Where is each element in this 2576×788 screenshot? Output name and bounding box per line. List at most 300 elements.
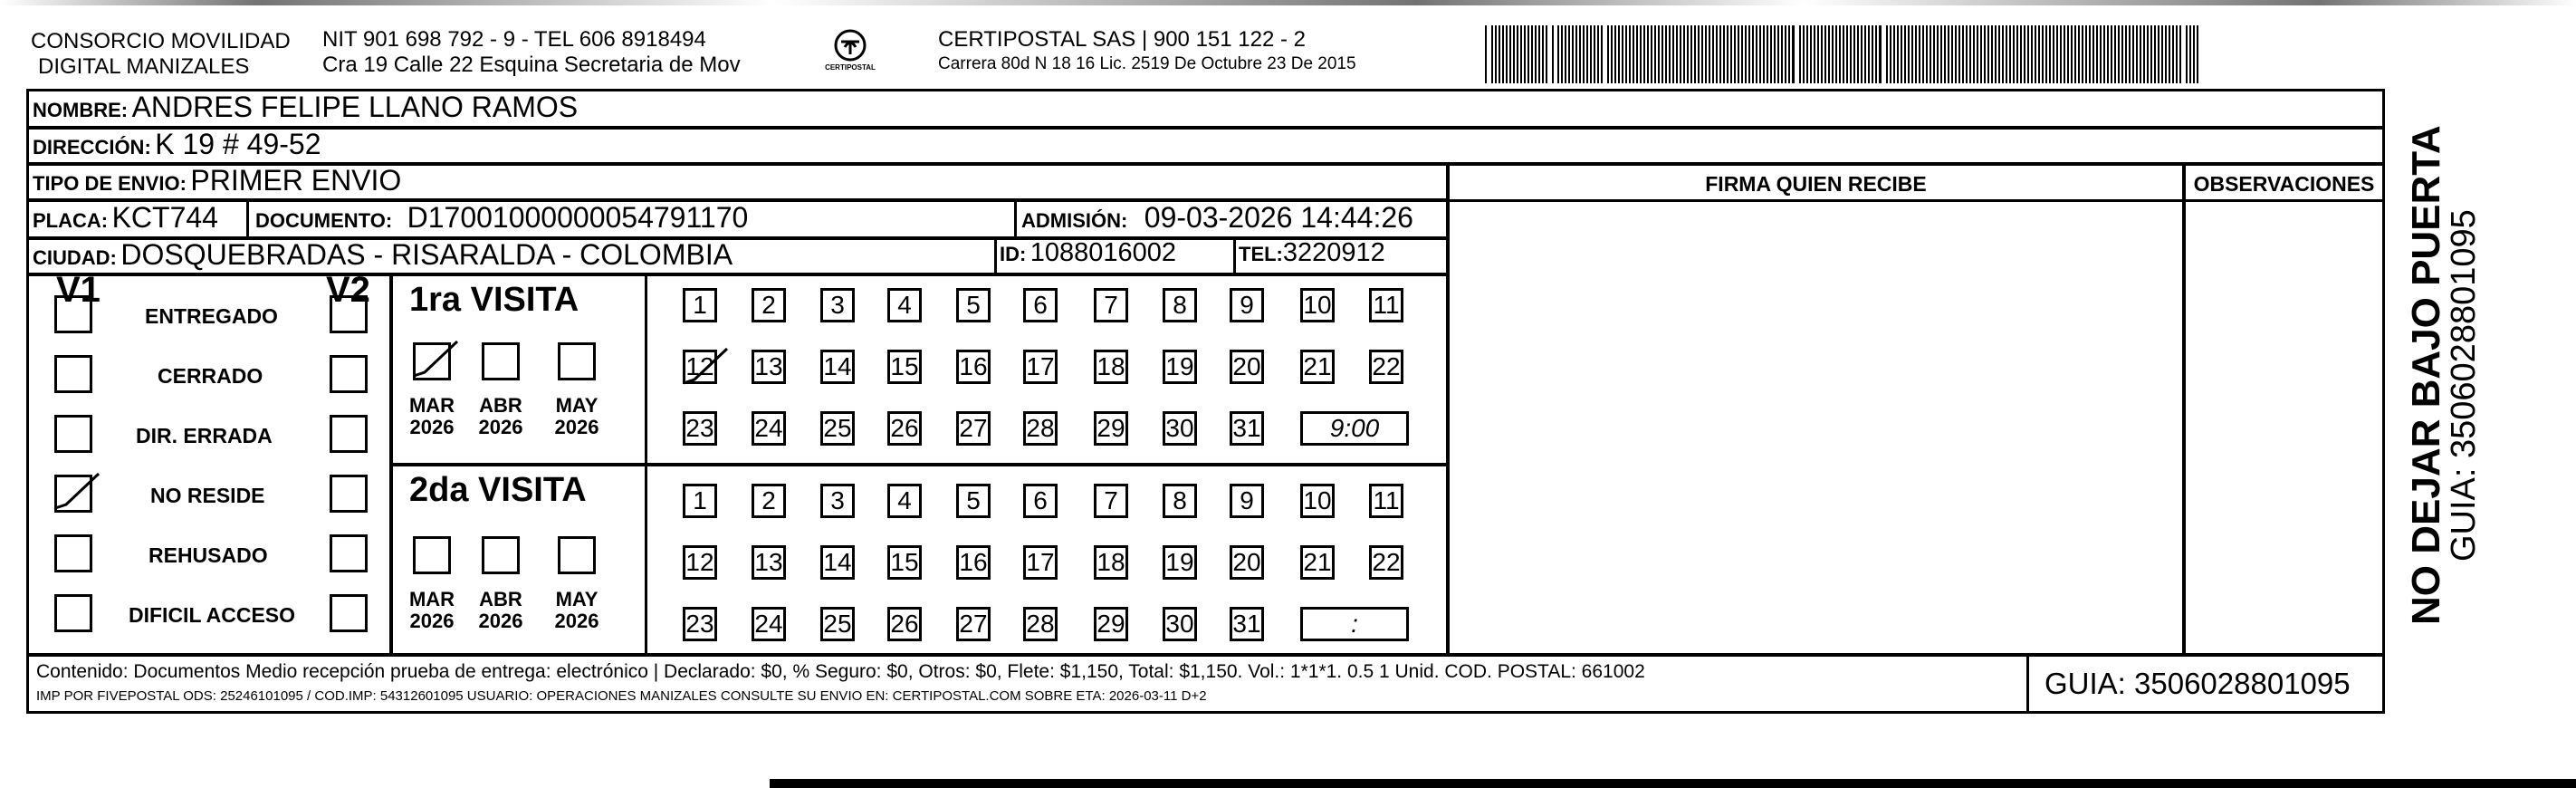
barcode-bar <box>1810 25 1812 83</box>
barcode-bar <box>1531 25 1533 83</box>
barcode-bar <box>1546 25 1547 83</box>
visit1-month-label-may <box>545 395 608 438</box>
barcode-bar <box>1785 25 1786 83</box>
barcode-bar <box>1491 25 1493 83</box>
admission-divider <box>1014 199 1017 239</box>
barcode-bar <box>1806 25 1808 83</box>
barcode-bar <box>2136 25 2138 83</box>
visit1-day-10[interactable]: 10 <box>1300 288 1335 322</box>
barcode-bar <box>1502 25 1504 83</box>
barcode-bar <box>1694 25 1696 83</box>
barcode-bar <box>1618 25 1620 83</box>
barcode-bar <box>2189 25 2191 83</box>
barcode-bar <box>1661 25 1663 83</box>
visit1-day-21[interactable]: 21 <box>1300 350 1335 384</box>
visit2-day-15[interactable]: 15 <box>887 545 922 580</box>
id-divider <box>994 237 997 275</box>
barcode-bar <box>1908 25 1910 83</box>
barcode-bar <box>1803 25 1805 83</box>
visit2-day-30[interactable]: 30 <box>1163 607 1197 641</box>
status-v1-checkbox-entregado[interactable] <box>54 295 92 333</box>
visit1-day-5[interactable]: 5 <box>956 288 991 322</box>
status-v1-checkbox-dir-errada[interactable] <box>54 415 92 453</box>
observations-column <box>2183 163 2385 656</box>
barcode-bar <box>1915 25 1917 83</box>
company-name-line2: DIGITAL MANIZALES <box>38 54 250 79</box>
barcode-bar <box>1590 25 1592 83</box>
barcode-bar <box>1745 25 1747 83</box>
barcode-bar <box>2193 25 2195 83</box>
barcode-bar <box>2064 25 2065 83</box>
barcode-bar <box>1594 25 1595 83</box>
barcode-bar <box>1940 25 1942 83</box>
barcode-bar <box>2125 25 2127 83</box>
visit2-day-12[interactable]: 12 <box>683 545 717 580</box>
status-label-no-reside: NO RESIDE <box>150 484 265 507</box>
status-v1-checkbox-rehusado[interactable] <box>54 534 92 572</box>
visit2-month-label-may <box>545 589 608 632</box>
barcode-bar <box>1984 25 1986 83</box>
barcode-bar <box>1861 25 1863 83</box>
shipment-field <box>33 164 401 197</box>
barcode-bar <box>1824 25 1826 83</box>
barcode-bar <box>2042 25 2044 83</box>
barcode-bar <box>2169 25 2170 83</box>
address-value: K 19 # 49-52 <box>155 128 321 160</box>
barcode-bar <box>1966 25 1968 83</box>
barcode-bar <box>1821 25 1823 83</box>
barcode-bar <box>1509 25 1511 83</box>
barcode-bar <box>2197 25 2198 83</box>
barcode-bar <box>1846 25 1848 83</box>
barcode-bar <box>2031 25 2033 83</box>
visit2-month-checkbox-mar[interactable] <box>413 536 451 574</box>
barcode-bar <box>1712 25 1714 83</box>
visit2-day-29[interactable]: 29 <box>1094 607 1128 641</box>
barcode-bar <box>1774 25 1776 83</box>
visit1-day-19[interactable]: 19 <box>1163 350 1197 384</box>
barcode-bar <box>1995 25 1997 83</box>
barcode-bar <box>1557 25 1559 83</box>
barcode-bar <box>2096 25 2098 83</box>
barcode-bar <box>2121 25 2123 83</box>
barcode-bar <box>1701 25 1703 83</box>
barcode-bar <box>1705 25 1707 83</box>
visit2-day-9[interactable]: 9 <box>1230 484 1264 518</box>
barcode-bar <box>2078 25 2080 83</box>
visit1-title: 1ra VISITA <box>409 281 579 319</box>
visit2-day-24[interactable]: 24 <box>752 607 786 641</box>
barcode-bar <box>1538 25 1540 83</box>
barcode-bar <box>1857 25 1859 83</box>
carrier-line1: CERTIPOSTAL SAS | 900 151 122 - 2 <box>938 27 1306 52</box>
visit2-time-box[interactable]: : <box>1300 607 1409 641</box>
document-label: DOCUMENTO: <box>255 209 393 232</box>
footer-content-line: Contenido: Documentos Medio recepción prueba de entrega: electrónico | Declarado: $0, % Seguro: $0, Otros: $0, Flete: $1,150, Total: $1,150. Vol.: 1*1*1. 0.5 1 Unid. COD. POSTAL: 661002 <box>36 661 1645 682</box>
visit2-day-6[interactable]: 6 <box>1023 484 1058 518</box>
barcode-bar <box>1853 25 1855 83</box>
visit1-day-7[interactable]: 7 <box>1094 288 1128 322</box>
status-v2-checkbox-dir-errada[interactable] <box>330 415 368 453</box>
visit1-day-9[interactable]: 9 <box>1230 288 1264 322</box>
signature-column <box>1447 163 2185 656</box>
document-value: D17001000000054791170 <box>407 201 749 234</box>
visit2-day-10[interactable]: 10 <box>1300 484 1335 518</box>
barcode-bar <box>1962 25 1964 83</box>
company-name <box>31 29 291 80</box>
visit1-day-18[interactable]: 18 <box>1094 350 1128 384</box>
barcode <box>1485 25 2209 83</box>
barcode-bar <box>1542 25 1544 83</box>
visit1-day-3[interactable]: 3 <box>820 288 855 322</box>
barcode-bar <box>1759 25 1761 83</box>
visit2-month-label-abr <box>469 589 532 632</box>
barcode-bar <box>1658 25 1660 83</box>
visit1-day-6[interactable]: 6 <box>1023 288 1058 322</box>
visit1-month-year: 2026 <box>478 416 523 438</box>
barcode-bar <box>1901 25 1902 83</box>
barcode-bar <box>2172 25 2174 83</box>
barcode-bar <box>1955 25 1957 83</box>
barcode-bar <box>1622 25 1623 83</box>
barcode-bar <box>1919 25 1920 83</box>
barcode-bar <box>2053 25 2054 83</box>
visit2-day-19[interactable]: 19 <box>1163 545 1197 580</box>
visit2-day-31[interactable]: 31 <box>1230 607 1264 641</box>
barcode-bar <box>2067 25 2069 83</box>
barcode-bar <box>1930 25 1931 83</box>
plate-divider <box>246 199 249 239</box>
barcode-bar <box>1890 25 1891 83</box>
plate-field <box>33 201 218 235</box>
nit-line: NIT 901 698 792 - 9 - TEL 606 8918494 <box>322 27 706 52</box>
visit1-day-26[interactable]: 26 <box>887 411 922 446</box>
status-v2-checkbox-cerrado[interactable] <box>330 355 368 393</box>
visit2-day-20[interactable]: 20 <box>1230 545 1264 580</box>
barcode-bar <box>1933 25 1935 83</box>
address-label: DIRECCIÓN: <box>33 136 151 159</box>
barcode-bar <box>2092 25 2094 83</box>
check-mark-icon <box>53 468 104 519</box>
visit2-month-year: 2026 <box>409 610 455 632</box>
tel-label: TEL: <box>1239 243 1283 265</box>
barcode-bar <box>1575 25 1577 83</box>
barcode-bar <box>1879 25 1882 83</box>
visit1-day-30[interactable]: 30 <box>1163 411 1197 446</box>
barcode-bar <box>2158 25 2159 83</box>
visit1-month-label-abr <box>469 395 532 438</box>
barcode-bar <box>1561 25 1563 83</box>
barcode-bar <box>2027 25 2029 83</box>
barcode-bar <box>1647 25 1649 83</box>
visit2-day-14[interactable]: 14 <box>820 545 855 580</box>
visit1-day-22[interactable]: 22 <box>1369 350 1403 384</box>
visit1-day-24[interactable]: 24 <box>752 411 786 446</box>
side-guia: GUIA: 3506028801095 <box>2445 209 2483 562</box>
company-contact <box>322 27 741 78</box>
barcode-bar <box>2085 25 2087 83</box>
city-field <box>33 238 733 272</box>
barcode-bar <box>1987 25 1989 83</box>
barcode-bar <box>1792 25 1795 83</box>
barcode-bar <box>1485 25 1487 83</box>
name-value: ANDRES FELIPE LLANO RAMOS <box>131 91 579 123</box>
barcode-bar <box>1886 25 1888 83</box>
address-row <box>26 127 2385 165</box>
barcode-bar <box>1868 25 1870 83</box>
barcode-bar <box>1633 25 1634 83</box>
barcode-bar <box>1734 25 1736 83</box>
visit1-time-box[interactable]: 9:00 <box>1300 411 1409 446</box>
visit1-day-31[interactable]: 31 <box>1230 411 1264 446</box>
visit2-month-name: MAY <box>555 588 599 610</box>
city-label: CIUDAD: <box>33 246 117 269</box>
barcode-bar <box>1517 25 1518 83</box>
visit2-day-4[interactable]: 4 <box>887 484 922 518</box>
barcode-bar <box>1709 25 1710 83</box>
visit2-month-checkbox-may[interactable] <box>558 536 596 574</box>
shipment-label: TIPO DE ENVIO: <box>33 172 187 195</box>
visit2-day-13[interactable]: 13 <box>752 545 786 580</box>
barcode-bar <box>1565 25 1566 83</box>
day-check-icon <box>682 343 733 394</box>
visit1-day-1[interactable]: 1 <box>683 288 717 322</box>
barcode-bar <box>1922 25 1924 83</box>
barcode-bar <box>1763 25 1765 83</box>
visit2-month-name: MAR <box>408 588 455 610</box>
certipostal-logo <box>820 27 880 82</box>
visit1-day-23[interactable]: 23 <box>683 411 717 446</box>
barcode-bar <box>2038 25 2040 83</box>
barcode-bar <box>1951 25 1953 83</box>
barcode-bar <box>2060 25 2062 83</box>
barcode-bar <box>2049 25 2051 83</box>
visit1-day-11[interactable]: 11 <box>1369 288 1403 322</box>
status-v2-checkbox-dificil-acceso[interactable] <box>330 594 368 632</box>
visit1-day-15[interactable]: 15 <box>887 350 922 384</box>
signature-header: FIRMA QUIEN RECIBE <box>1705 172 1927 196</box>
visit2-day-1[interactable]: 1 <box>683 484 717 518</box>
tel-divider <box>1233 237 1236 275</box>
barcode-bar <box>1948 25 1949 83</box>
barcode-bar <box>1998 25 2000 83</box>
barcode-bar <box>1893 25 1895 83</box>
tel-value: 3220912 <box>1282 238 1385 267</box>
barcode-bar <box>1611 25 1613 83</box>
visit1-day-16[interactable]: 16 <box>956 350 991 384</box>
barcode-bar <box>2118 25 2120 83</box>
barcode-bar <box>2161 25 2163 83</box>
visit1-month-name: MAY <box>555 394 599 417</box>
visit2-day-22[interactable]: 22 <box>1369 545 1403 580</box>
visit1-day-14[interactable]: 14 <box>820 350 855 384</box>
barcode-bar <box>1926 25 1928 83</box>
barcode-bar <box>2129 25 2131 83</box>
barcode-bar <box>1788 25 1790 83</box>
barcode-bar <box>1719 25 1721 83</box>
visit2-day-27[interactable]: 27 <box>956 607 991 641</box>
barcode-bar <box>2100 25 2102 83</box>
barcode-bar <box>1640 25 1642 83</box>
visit2-day-3[interactable]: 3 <box>820 484 855 518</box>
visit2-month-name: ABR <box>479 588 522 610</box>
month-check-icon <box>412 336 463 387</box>
barcode-bar <box>1579 25 1581 83</box>
barcode-bar <box>1607 25 1609 83</box>
observations-header-rule <box>2183 199 2385 202</box>
visit1-day-28[interactable]: 28 <box>1023 411 1058 446</box>
visit2-day-23[interactable]: 23 <box>683 607 717 641</box>
status-label-dir-errada: DIR. ERRADA <box>136 424 273 447</box>
certipostal-logo-text: CERTIPOSTAL <box>825 63 876 72</box>
barcode-bar <box>1716 25 1718 83</box>
status-v1-checkbox-no-reside[interactable] <box>54 475 92 513</box>
barcode-bar <box>1672 25 1674 83</box>
visit1-month-checkbox-abr[interactable] <box>482 342 520 380</box>
barcode-bar <box>1690 25 1692 83</box>
visit1-month-checkbox-may[interactable] <box>558 342 596 380</box>
barcode-bar <box>1527 25 1529 83</box>
visit2-day-16[interactable]: 16 <box>956 545 991 580</box>
barcode-bar <box>1944 25 1946 83</box>
visit2-month-year: 2026 <box>554 610 599 632</box>
visit2-day-8[interactable]: 8 <box>1163 484 1197 518</box>
v1-label: V1 <box>56 270 101 310</box>
id-field <box>1000 238 1176 268</box>
visit1-day-17[interactable]: 17 <box>1023 350 1058 384</box>
barcode-bar <box>1738 25 1739 83</box>
visit2-day-26[interactable]: 26 <box>887 607 922 641</box>
plate-label: PLACA: <box>33 209 109 232</box>
visit1-day-27[interactable]: 27 <box>956 411 991 446</box>
status-label-dificil-acceso: DIFICIL ACCESO <box>129 603 296 627</box>
barcode-bar <box>1850 25 1852 83</box>
visit2-day-18[interactable]: 18 <box>1094 545 1128 580</box>
visit1-month-year: 2026 <box>554 416 599 438</box>
plate-value: KCT744 <box>111 201 218 234</box>
barcode-bar <box>1991 25 1993 83</box>
barcode-bar <box>2114 25 2116 83</box>
barcode-bar <box>1506 25 1508 83</box>
barcode-bar <box>2082 25 2083 83</box>
visit1-day-12[interactable]: 12 <box>683 350 717 384</box>
barcode-bar <box>1625 25 1627 83</box>
barcode-bar <box>2013 25 2015 83</box>
barcode-bar <box>2016 25 2018 83</box>
barcode-bar <box>1601 25 1603 83</box>
barcode-bar <box>1614 25 1616 83</box>
barcode-bar <box>1872 25 1873 83</box>
visit1-month-year: 2026 <box>409 416 455 438</box>
barcode-bar <box>1730 25 1732 83</box>
status-v2-checkbox-entregado[interactable] <box>330 295 368 333</box>
footer-guia-box: GUIA: 3506028801095 <box>2045 667 2351 700</box>
footer-print-line: IMP POR FIVEPOSTAL ODS: 25246101095 / COD.IMP: 54312601095 USUARIO: OPERACIONES MANIZALES CONSULTE SU ENVIO EN: CERTIPOSTAL.COM SOBRE ETA: 2026-03-11 D+2 <box>36 688 1207 704</box>
visit2-month-checkbox-abr[interactable] <box>482 536 520 574</box>
barcode-bar <box>2132 25 2134 83</box>
barcode-bar <box>2006 25 2007 83</box>
shipment-value: PRIMER ENVIO <box>190 164 402 197</box>
barcode-bar <box>2147 25 2149 83</box>
visit2-day-7[interactable]: 7 <box>1094 484 1128 518</box>
barcode-bar <box>2143 25 2145 83</box>
barcode-bar <box>2165 25 2167 83</box>
barcode-bar <box>1752 25 1754 83</box>
visit1-day-2[interactable]: 2 <box>752 288 786 322</box>
observations-header: OBSERVACIONES <box>2193 172 2375 196</box>
visit2-day-5[interactable]: 5 <box>956 484 991 518</box>
barcode-bar <box>1980 25 1982 83</box>
status-v2-checkbox-no-reside[interactable] <box>330 475 368 513</box>
visit2-month-year: 2026 <box>478 610 523 632</box>
visit2-day-11[interactable]: 11 <box>1369 484 1403 518</box>
company-name-line1: CONSORCIO MOVILIDAD <box>31 29 291 53</box>
barcode-bar <box>1839 25 1841 83</box>
signature-header-rule <box>1447 199 2185 202</box>
barcode-bar <box>1586 25 1588 83</box>
barcode-bar <box>2179 25 2181 83</box>
visit2-day-28[interactable]: 28 <box>1023 607 1058 641</box>
barcode-bar <box>2002 25 2004 83</box>
visit2-day-2[interactable]: 2 <box>752 484 786 518</box>
visit2-divider <box>645 464 647 656</box>
barcode-bar <box>1698 25 1700 83</box>
visit1-month-name: ABR <box>479 394 522 417</box>
barcode-bar <box>1568 25 1570 83</box>
footer-guia-divider <box>2026 654 2029 714</box>
visit2-day-25[interactable]: 25 <box>820 607 855 641</box>
visit1-day-20[interactable]: 20 <box>1230 350 1264 384</box>
barcode-bar <box>1828 25 1830 83</box>
barcode-bar <box>2056 25 2058 83</box>
barcode-bar <box>1817 25 1819 83</box>
address-line: Cra 19 Calle 22 Esquina Secretaria de Mov <box>322 53 741 77</box>
barcode-bar <box>2107 25 2109 83</box>
barcode-bar <box>2103 25 2105 83</box>
status-v2-checkbox-rehusado[interactable] <box>330 534 368 572</box>
visit1-month-label-mar <box>400 395 464 438</box>
visit2-day-17[interactable]: 17 <box>1023 545 1058 580</box>
status-label-entregado: ENTREGADO <box>145 304 278 328</box>
barcode-bar <box>2140 25 2141 83</box>
barcode-bar <box>1676 25 1678 83</box>
barcode-bar <box>2074 25 2076 83</box>
barcode-bar <box>2154 25 2156 83</box>
visit1-day-4[interactable]: 4 <box>887 288 922 322</box>
barcode-bar <box>1629 25 1631 83</box>
visit1-day-8[interactable]: 8 <box>1163 288 1197 322</box>
barcode-bar <box>2071 25 2073 83</box>
barcode-bar <box>1897 25 1899 83</box>
bottom-edge-strip <box>770 779 2576 788</box>
visit1-month-name: MAR <box>408 394 455 417</box>
status-v1-checkbox-dificil-acceso[interactable] <box>54 594 92 632</box>
visit2-day-21[interactable]: 21 <box>1300 545 1335 580</box>
visit1-day-13[interactable]: 13 <box>752 350 786 384</box>
visit1-day-25[interactable]: 25 <box>820 411 855 446</box>
visit2-month-label-mar <box>400 589 464 632</box>
visit1-month-checkbox-mar[interactable] <box>413 342 451 380</box>
visit1-day-29[interactable]: 29 <box>1094 411 1128 446</box>
barcode-bar <box>2009 25 2011 83</box>
barcode-bar <box>1814 25 1815 83</box>
status-v1-checkbox-cerrado[interactable] <box>54 355 92 393</box>
barcode-bar <box>1651 25 1652 83</box>
barcode-bar <box>1535 25 1537 83</box>
barcode-bar <box>1958 25 1960 83</box>
id-label: ID: <box>1000 243 1027 265</box>
v2-label: V2 <box>326 270 370 310</box>
